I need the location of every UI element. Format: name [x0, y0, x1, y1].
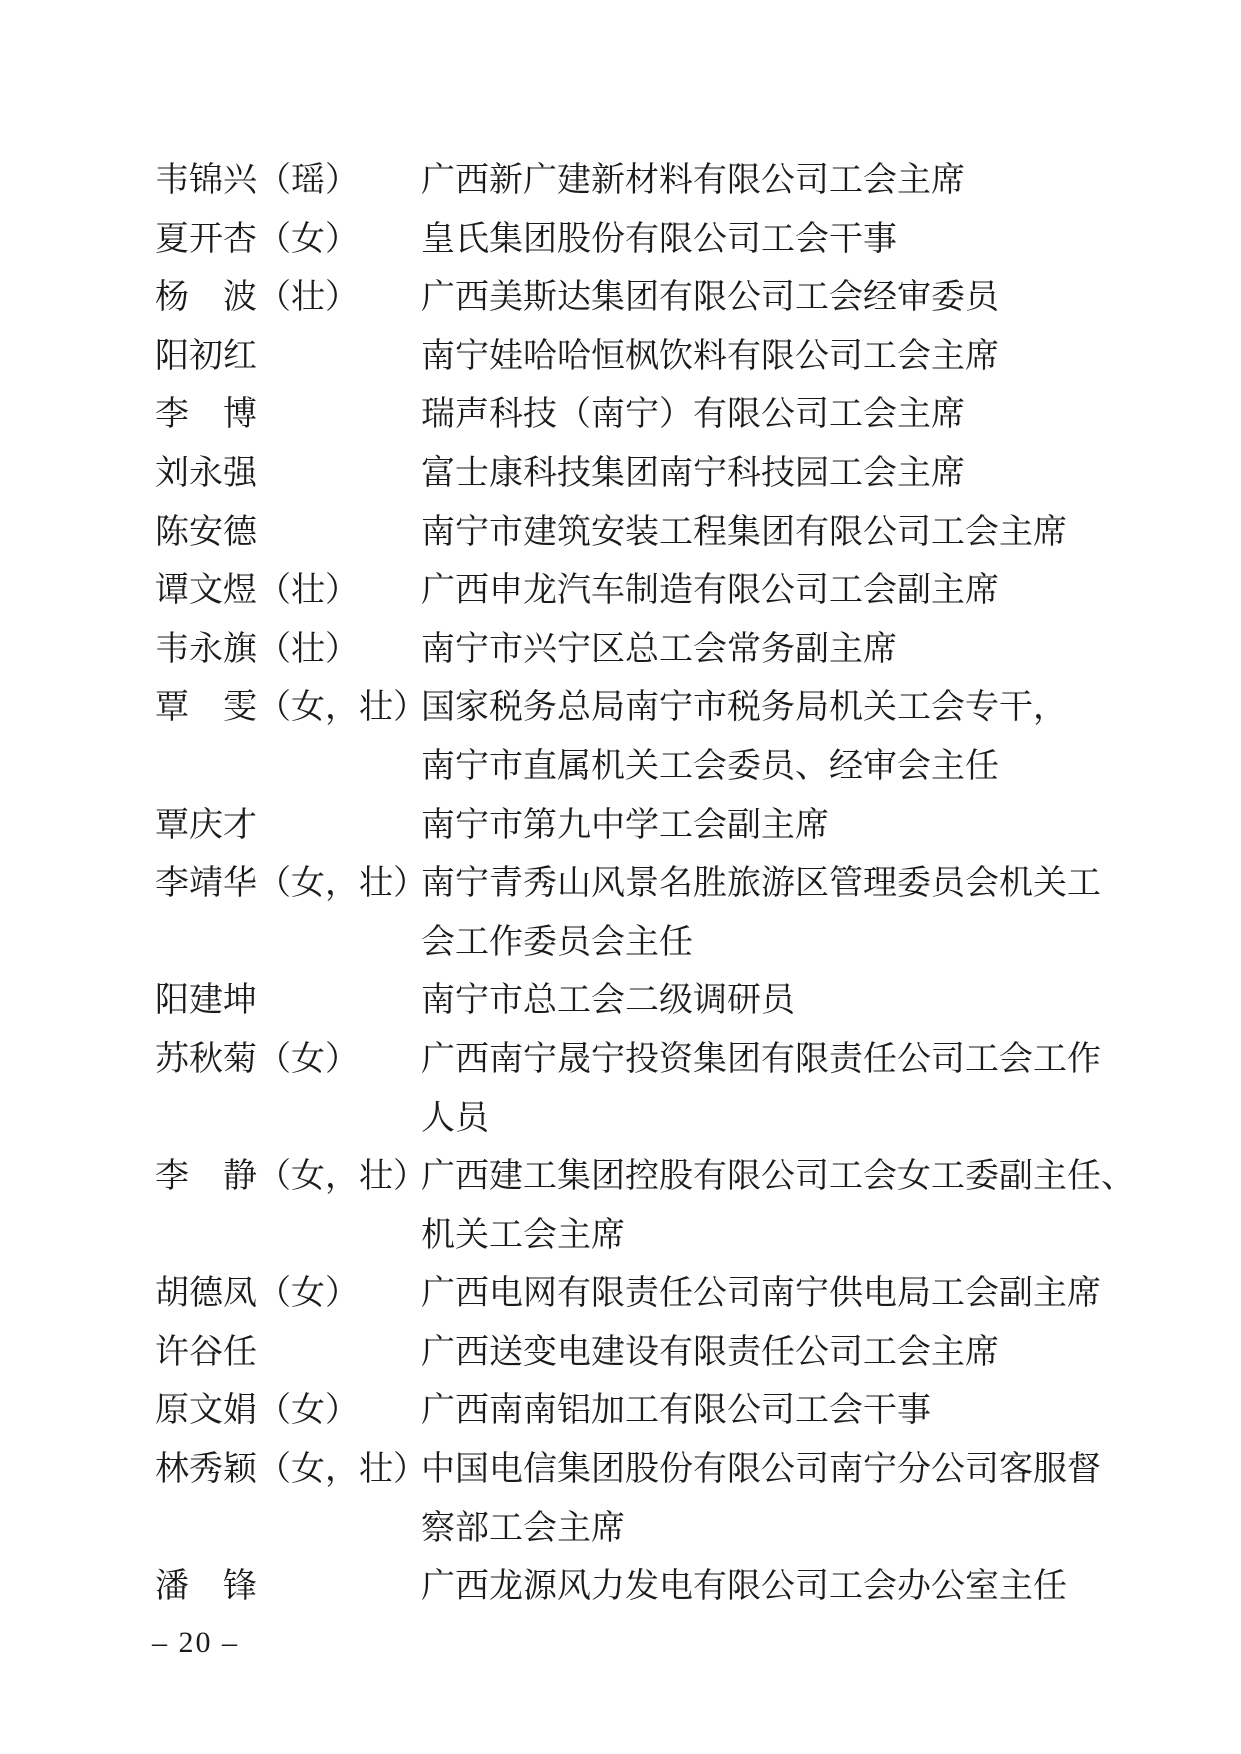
person-name: 林秀颖（女，壮）: [155, 1451, 427, 1489]
person-position: 广西美斯达集团有限公司工会经审委员: [421, 279, 999, 317]
person-position: 广西新广建新材料有限公司工会主席: [421, 162, 965, 199]
person-position: 广西电网有限责任公司南宁供电局工会副主席: [421, 1275, 1101, 1313]
roster-line: [155, 679, 1115, 738]
person-position: 南宁娃哈哈恒枫饮料有限公司工会主席: [421, 337, 999, 375]
roster-line: [155, 1031, 1115, 1090]
person-name: 陈安德: [155, 513, 257, 551]
roster-line-continuation: [155, 914, 1115, 973]
roster-line: [155, 1382, 1115, 1441]
person-name: 覃 雯（女，壮）: [155, 689, 427, 727]
person-name: 胡德凤（女）: [155, 1275, 359, 1313]
person-position: 广西南南铝加工有限公司工会干事: [421, 1392, 931, 1430]
roster-line: [155, 269, 1115, 328]
page-number: – 20 –: [152, 1626, 239, 1659]
roster-line: [155, 621, 1115, 680]
person-position: 南宁市直属机关工会委员、经审会主任: [421, 747, 999, 785]
person-name: 杨 波（壮）: [155, 279, 359, 317]
person-name: 阳建坤: [155, 982, 257, 1020]
person-position: 广西南宁晟宁投资集团有限责任公司工会工作: [421, 1040, 1101, 1078]
person-position: 南宁市建筑安装工程集团有限公司工会主席: [421, 513, 1067, 551]
person-name: 苏秋菊（女）: [155, 1040, 359, 1078]
person-position: 中国电信集团股份有限公司南宁分公司客服督: [421, 1451, 1101, 1489]
person-name: 覃庆才: [155, 806, 257, 844]
person-name: 韦锦兴（瑶）: [155, 162, 359, 199]
person-name: 原文娟（女）: [155, 1392, 359, 1430]
roster-line-continuation: [155, 738, 1115, 797]
person-position: 富士康科技集团南宁科技园工会主席: [421, 454, 965, 492]
roster-line: [155, 211, 1115, 270]
person-name: 阳初红: [155, 337, 257, 375]
roster-line-continuation: [155, 1090, 1115, 1149]
roster-line-continuation: [155, 1500, 1115, 1559]
person-name: 李 博: [155, 396, 257, 434]
person-name: 潘 锋: [155, 1568, 257, 1606]
roster-line: [155, 1265, 1115, 1324]
person-position: 广西建工集团控股有限公司工会女工委副主任、: [421, 1158, 1135, 1196]
roster-line: [155, 386, 1115, 445]
roster-line: [155, 504, 1115, 563]
roster-line: [155, 445, 1115, 504]
roster-line: [155, 328, 1115, 387]
person-name: 夏开杏（女）: [155, 220, 359, 258]
person-position: 南宁市兴宁区总工会常务副主席: [421, 630, 897, 668]
person-position: 瑞声科技（南宁）有限公司工会主席: [421, 396, 965, 434]
person-position: 南宁市总工会二级调研员: [421, 982, 795, 1020]
person-position: 广西龙源风力发电有限公司工会办公室主任: [421, 1568, 1067, 1606]
person-position: 广西送变电建设有限责任公司工会主席: [421, 1333, 999, 1371]
person-position: 皇氏集团股份有限公司工会干事: [421, 220, 897, 258]
roster-line: [155, 1148, 1135, 1207]
roster-line: [155, 1324, 1115, 1383]
person-position: 南宁青秀山风景名胜旅游区管理委员会机关工: [421, 865, 1101, 903]
person-name: 李靖华（女，壮）: [155, 865, 427, 903]
roster-line: [155, 1441, 1115, 1500]
person-position: 会工作委员会主任: [421, 923, 693, 961]
person-name: 谭文煜（壮）: [155, 572, 359, 610]
person-position: 机关工会主席: [421, 1216, 625, 1254]
person-name: 李 静（女，壮）: [155, 1158, 427, 1196]
person-position: 人员: [421, 1099, 489, 1137]
person-name: 韦永旗（壮）: [155, 630, 359, 668]
person-name: 刘永强: [155, 454, 257, 492]
roster-line: [155, 797, 1115, 856]
person-name: 许谷任: [155, 1333, 257, 1371]
person-position: 南宁市第九中学工会副主席: [421, 806, 829, 844]
roster-line: [155, 855, 1115, 914]
roster-line: [155, 972, 1115, 1031]
roster-line-continuation: [155, 1207, 1115, 1266]
person-position: 察部工会主席: [421, 1509, 625, 1547]
roster-list: [155, 152, 1135, 1617]
roster-line: [155, 152, 1115, 211]
person-position: 国家税务总局南宁市税务局机关工会专干，: [421, 689, 1067, 727]
person-position: 广西申龙汽车制造有限公司工会副主席: [421, 572, 999, 610]
roster-line: [155, 1558, 1115, 1617]
roster-line: [155, 562, 1115, 621]
